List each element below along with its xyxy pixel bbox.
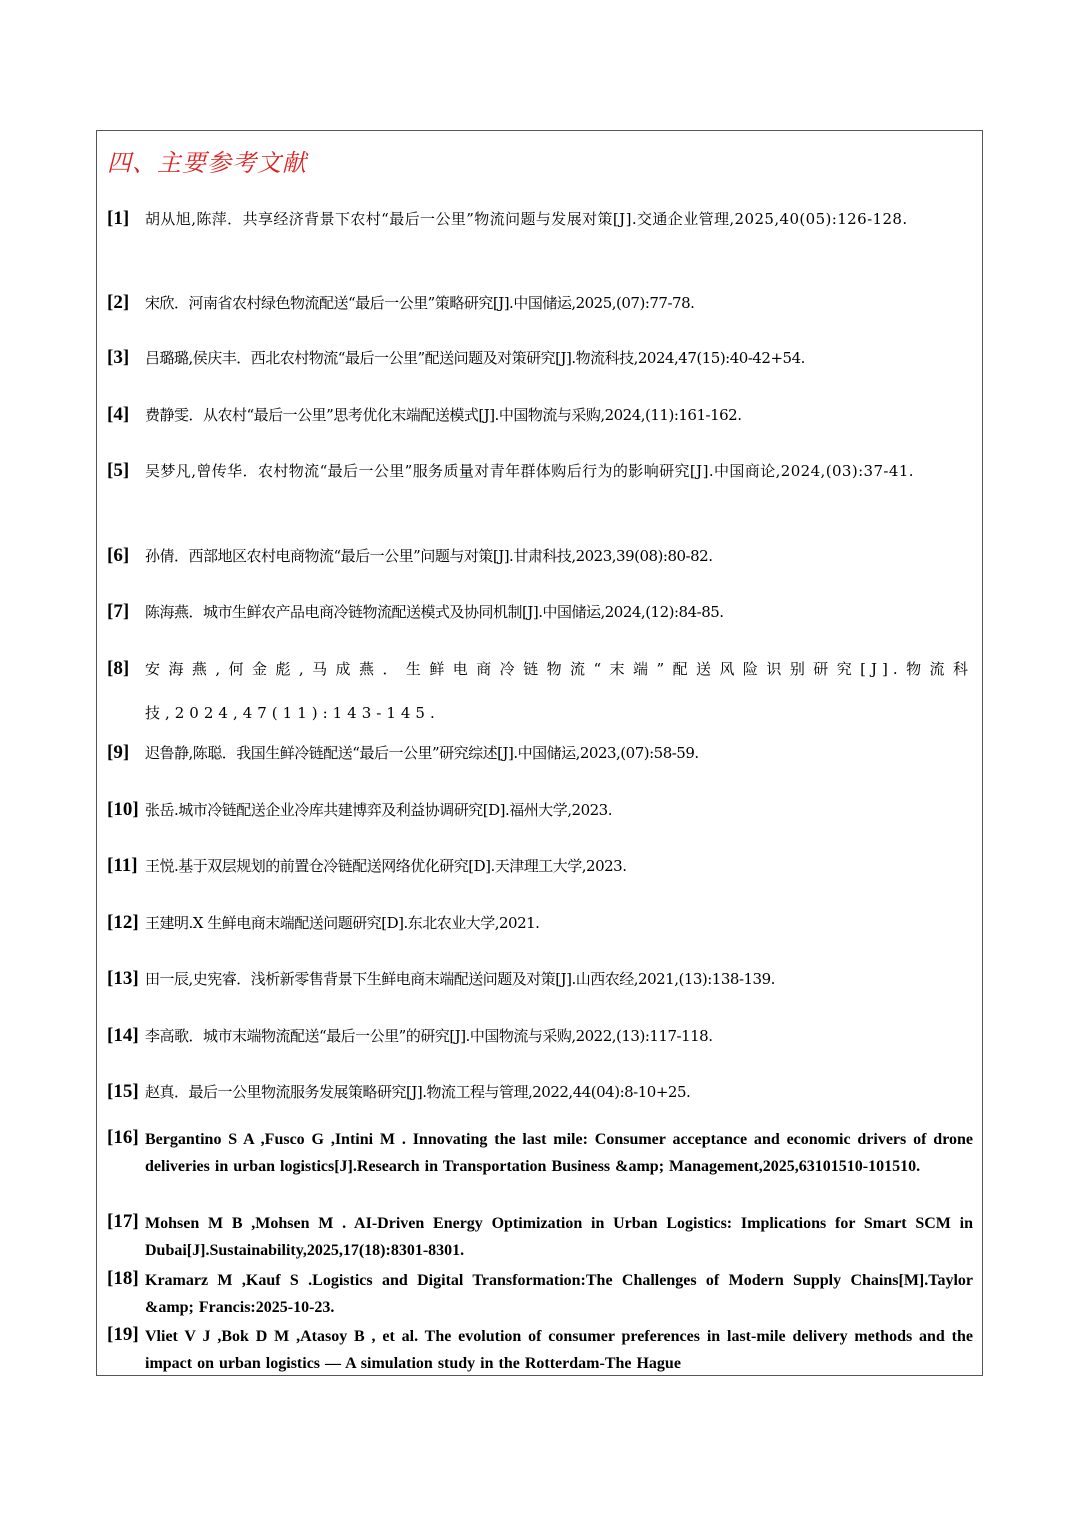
reference-item <box>107 289 973 317</box>
reference-number: [8] <box>107 658 130 679</box>
reference-number: [19] <box>107 1324 139 1345</box>
reference-text: 陈海燕．城市生鲜农产品电商冷链物流配送模式及协同机制[J].中国储运,2024,(12):84-85. <box>145 603 724 621</box>
reference-number: [6] <box>107 545 130 566</box>
reference-text: 赵真．最后一公里物流服务发展策略研究[J].物流工程与管理,2022,44(04):8-10+25. <box>145 1083 691 1101</box>
reference-number: [10] <box>107 799 139 820</box>
reference-number: [4] <box>107 404 130 425</box>
reference-item <box>107 1323 973 1376</box>
reference-item <box>107 1267 973 1321</box>
reference-number: [3] <box>107 347 130 368</box>
reference-number: [18] <box>107 1268 139 1289</box>
reference-number: [9] <box>107 742 130 763</box>
reference-text: 胡从旭,陈萍．共享经济背景下农村“最后一公里”物流问题与发展对策[J].交通企业管理,2025,40(05):126-128. <box>145 210 908 228</box>
reference-text: 王建明.X 生鲜电商末端配送问题研究[D].东北农业大学,2021. <box>145 914 540 932</box>
section-title: 四、主要参考文献 <box>107 149 307 177</box>
reference-item <box>107 401 973 429</box>
reference-text: 宋欣．河南省农村绿色物流配送“最后一公里”策略研究[J].中国储运,2025,(07):77-78. <box>145 294 695 312</box>
reference-item <box>107 1022 973 1050</box>
reference-number: [16] <box>107 1127 139 1148</box>
reference-text: 迟鲁静,陈聪．我国生鲜冷链配送“最后一公里”研究综述[J].中国储运,2023,(07):58-59. <box>145 744 699 762</box>
reference-number: [1] <box>107 208 130 229</box>
reference-number: [14] <box>107 1025 139 1046</box>
reference-item <box>107 542 973 570</box>
reference-item <box>107 205 973 241</box>
reference-number: [17] <box>107 1211 139 1232</box>
reference-item <box>107 796 973 824</box>
reference-number: [7] <box>107 601 130 622</box>
reference-item <box>107 655 973 735</box>
reference-number: [12] <box>107 912 139 933</box>
reference-item <box>107 739 973 767</box>
reference-number: [13] <box>107 968 139 989</box>
reference-item <box>107 457 973 493</box>
reference-text: Mohsen M B ,Mohsen M . AI-Driven Energy Optimization in Urban Logistics: Implications for Smart SCM in Dubai[J].Sustainability,2025,17(18):8301-8301. <box>145 1215 973 1259</box>
reference-text: 王悦.基于双层规划的前置仓冷链配送网络优化研究[D].天津理工大学,2023. <box>145 857 627 875</box>
reference-item <box>107 1078 973 1106</box>
reference-text: Kramarz M ,Kauf S .Logistics and Digital Transformation:The Challenges of Modern Supply Chains[M].Taylor &amp; Francis:2025-10-23. <box>145 1272 973 1316</box>
reference-text: 吕璐璐,侯庆丰．西北农村物流“最后一公里”配送问题及对策研究[J].物流科技,2024,47(15):40-42+54. <box>145 349 805 367</box>
reference-number: [15] <box>107 1081 139 1102</box>
reference-text: 李高歌．城市末端物流配送“最后一公里”的研究[J].中国物流与采购,2022,(13):117-118. <box>145 1027 713 1045</box>
reference-text: 吴梦凡,曾传华．农村物流“最后一公里”服务质量对青年群体购后行为的影响研究[J].中国商论,2024,(03):37-41. <box>145 462 914 480</box>
reference-item <box>107 1210 973 1264</box>
reference-item <box>107 1126 973 1180</box>
reference-item <box>107 909 973 937</box>
reference-text: 费静雯．从农村“最后一公里”思考优化末端配送模式[J].中国物流与采购,2024,(11):161-162. <box>145 406 742 424</box>
reference-text: 孙倩．西部地区农村电商物流“最后一公里”问题与对策[J].甘肃科技,2023,39(08):80-82. <box>145 547 713 565</box>
reference-number: [5] <box>107 460 130 481</box>
reference-text: 安海燕,何金彪,马成燕．生鲜电商冷链物流“末端”配送风险识别研究[J].物流科技,2024,47(11):143-145. <box>145 660 973 722</box>
reference-text: Bergantino S A ,Fusco G ,Intini M . Innovating the last mile: Consumer acceptance and economic drivers of drone deliveries in urban logistics[J].Research in Transportation Business &amp; Management,2025,63101510-101510. <box>145 1131 973 1175</box>
reference-number: [2] <box>107 292 130 313</box>
reference-text: 张岳.城市冷链配送企业冷库共建博弈及利益协调研究[D].福州大学,2023. <box>145 801 612 819</box>
reference-text: Vliet V J ,Bok D M ,Atasoy B , et al. The evolution of consumer preferences in last-mile delivery methods and the impact on urban logistics — A simulation study in the Rotterdam-The Hague <box>145 1328 973 1372</box>
references-box <box>96 130 983 1376</box>
reference-item <box>107 598 973 626</box>
reference-text: 田一辰,史宪睿．浅析新零售背景下生鲜电商末端配送问题及对策[J].山西农经,2021,(13):138-139. <box>145 970 775 988</box>
reference-number: [11] <box>107 855 138 876</box>
reference-item <box>107 344 973 372</box>
reference-item <box>107 852 973 880</box>
reference-item <box>107 965 973 993</box>
